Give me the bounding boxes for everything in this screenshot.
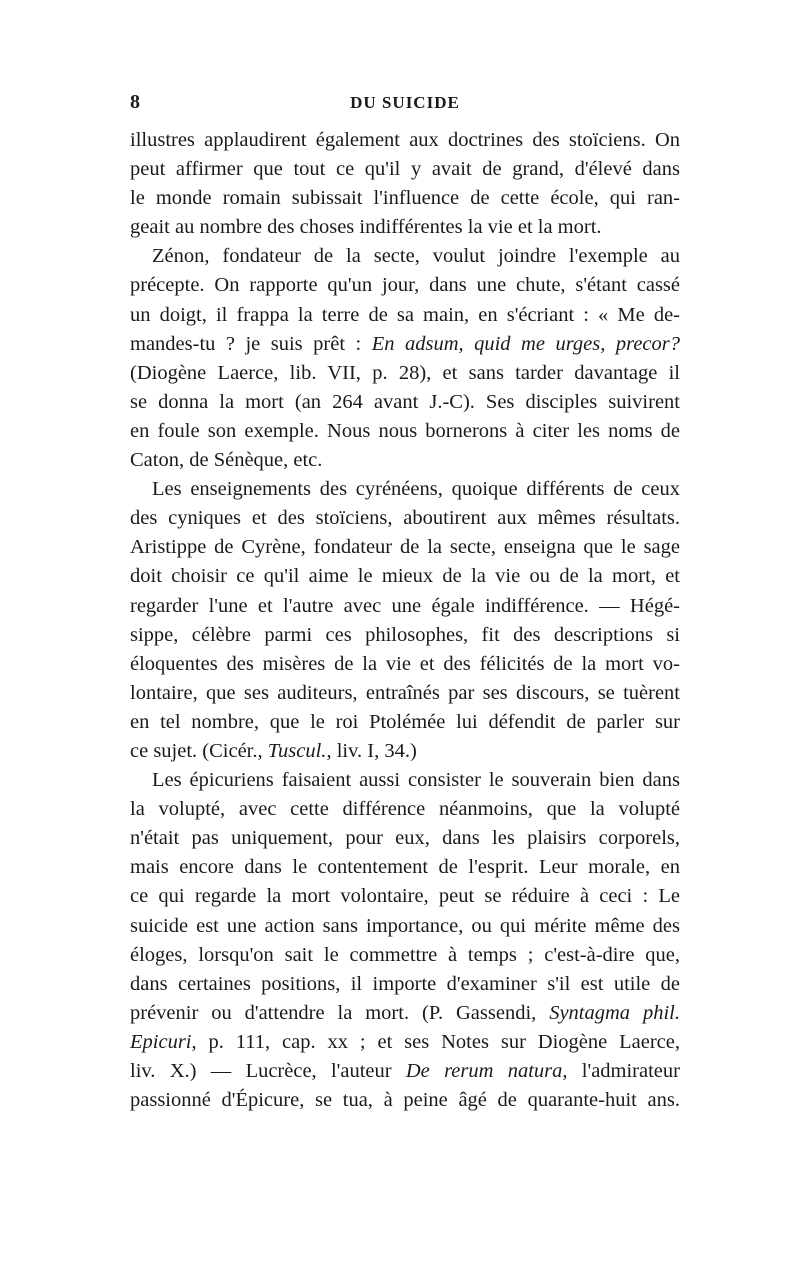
text-line: (Diogène Laerce, lib. VII, p. 28), et sans tarder davantage il (130, 361, 680, 384)
text-line: en foule son exemple. Nous nous bornerons à citer les noms de (130, 419, 680, 442)
text-body (130, 126, 680, 1115)
citation-title: De rerum natura (405, 1060, 563, 1082)
text-line: Les épicuriens faisaient aussi consister le souverain bien dans (152, 769, 680, 792)
text-line: mais encore dans le contentement de l'esprit. Leur morale, en (130, 856, 680, 879)
text-line: Les enseignements des cyrénéens, quoique différents de ceux (152, 478, 680, 501)
page-number: 8 (130, 91, 140, 113)
text-segment: liv. X.) — Lucrèce, l'auteur (130, 1060, 406, 1082)
citation-title: Syntagma phil. (549, 1001, 680, 1024)
text-line: des cyniques et des stoïciens, aboutirent aux mêmes résultats. (130, 507, 680, 530)
text-segment: ce sujet. (Cicér., (130, 739, 268, 762)
text-line: Caton, de Sénèque, etc. (130, 449, 323, 472)
text-line: suicide est une action sans importance, ou qui mérite même des (130, 914, 680, 937)
text-line: la volupté, avec cette différence néanmoins, que la volupté (130, 798, 680, 821)
text-line: sippe, célèbre parmi ces philosophes, fit des descriptions si (130, 623, 680, 646)
text-line: passionné d'Épicure, se tua, à peine âgé de quarante-huit ans. (130, 1089, 680, 1112)
text-line (130, 330, 680, 359)
text-line: en tel nombre, que le roi Ptolémée lui défendit de parler sur (130, 710, 680, 733)
text-line: éloquentes des misères de la vie et des félicités de la mort vo- (130, 652, 680, 675)
running-title: DU SUICIDE (350, 93, 460, 112)
text-line: un doigt, il frappa la terre de sa main, en s'écriant : « Me de- (130, 303, 680, 326)
text-line (130, 737, 680, 766)
text-line: Aristippe de Cyrène, fondateur de la secte, enseigna que le sage (130, 536, 680, 559)
text-line: peut affirmer que tout ce qu'il y avait de grand, d'élevé dans (130, 158, 680, 181)
text-segment: prévenir ou d'attendre la mort. (P. Gassendi, (130, 1001, 550, 1024)
text-line: Zénon, fondateur de la secte, voulut joindre l'exemple au (152, 245, 680, 268)
text-segment: , l'admirateur (562, 1060, 680, 1082)
latin-quote: En adsum, quid me urges, precor? (371, 332, 680, 355)
text-line: geait au nombre des choses indifférentes la vie et la mort. (130, 216, 602, 239)
text-line: dans certaines positions, il importe d'examiner s'il est utile de (130, 972, 680, 995)
text-line: se donna la mort (an 264 avant J.-C). Ses disciples suivirent (130, 390, 680, 413)
text-line: regarder l'une et l'autre avec une égale indifférence. — Hégé- (130, 594, 680, 617)
text-line: le monde romain subissait l'influence de cette école, qui ran- (130, 187, 680, 210)
text-line: précepte. On rapporte qu'un jour, dans une chute, s'étant cassé (130, 274, 680, 297)
text-line: n'était pas uniquement, pour eux, dans les plaisirs corporels, (130, 827, 680, 850)
citation-title: Tuscul. (267, 739, 327, 762)
text-line: ce qui regarde la mort volontaire, peut se réduire à ceci : Le (130, 885, 680, 908)
text-line (130, 1057, 680, 1086)
citation-title: Epicuri (130, 1030, 192, 1053)
text-segment: , p. 111, cap. xx ; et ses Notes sur Diogène Laerce, (191, 1030, 680, 1053)
text-segment: mandes-tu ? je suis prêt : (130, 332, 372, 355)
text-line: doit choisir ce qu'il aime le mieux de la vie ou de la mort, et (130, 565, 680, 588)
page-header (130, 91, 680, 119)
text-line (130, 1028, 680, 1057)
text-line: lontaire, que ses auditeurs, entraînés par ses discours, se tuèrent (130, 681, 680, 704)
text-line (130, 999, 680, 1028)
text-line: illustres applaudirent également aux doctrines des stoïciens. On (130, 129, 680, 151)
text-segment: , liv. I, 34.) (326, 739, 417, 762)
text-line: éloges, lorsqu'on sait le commettre à temps ; c'est-à-dire que, (130, 943, 680, 966)
